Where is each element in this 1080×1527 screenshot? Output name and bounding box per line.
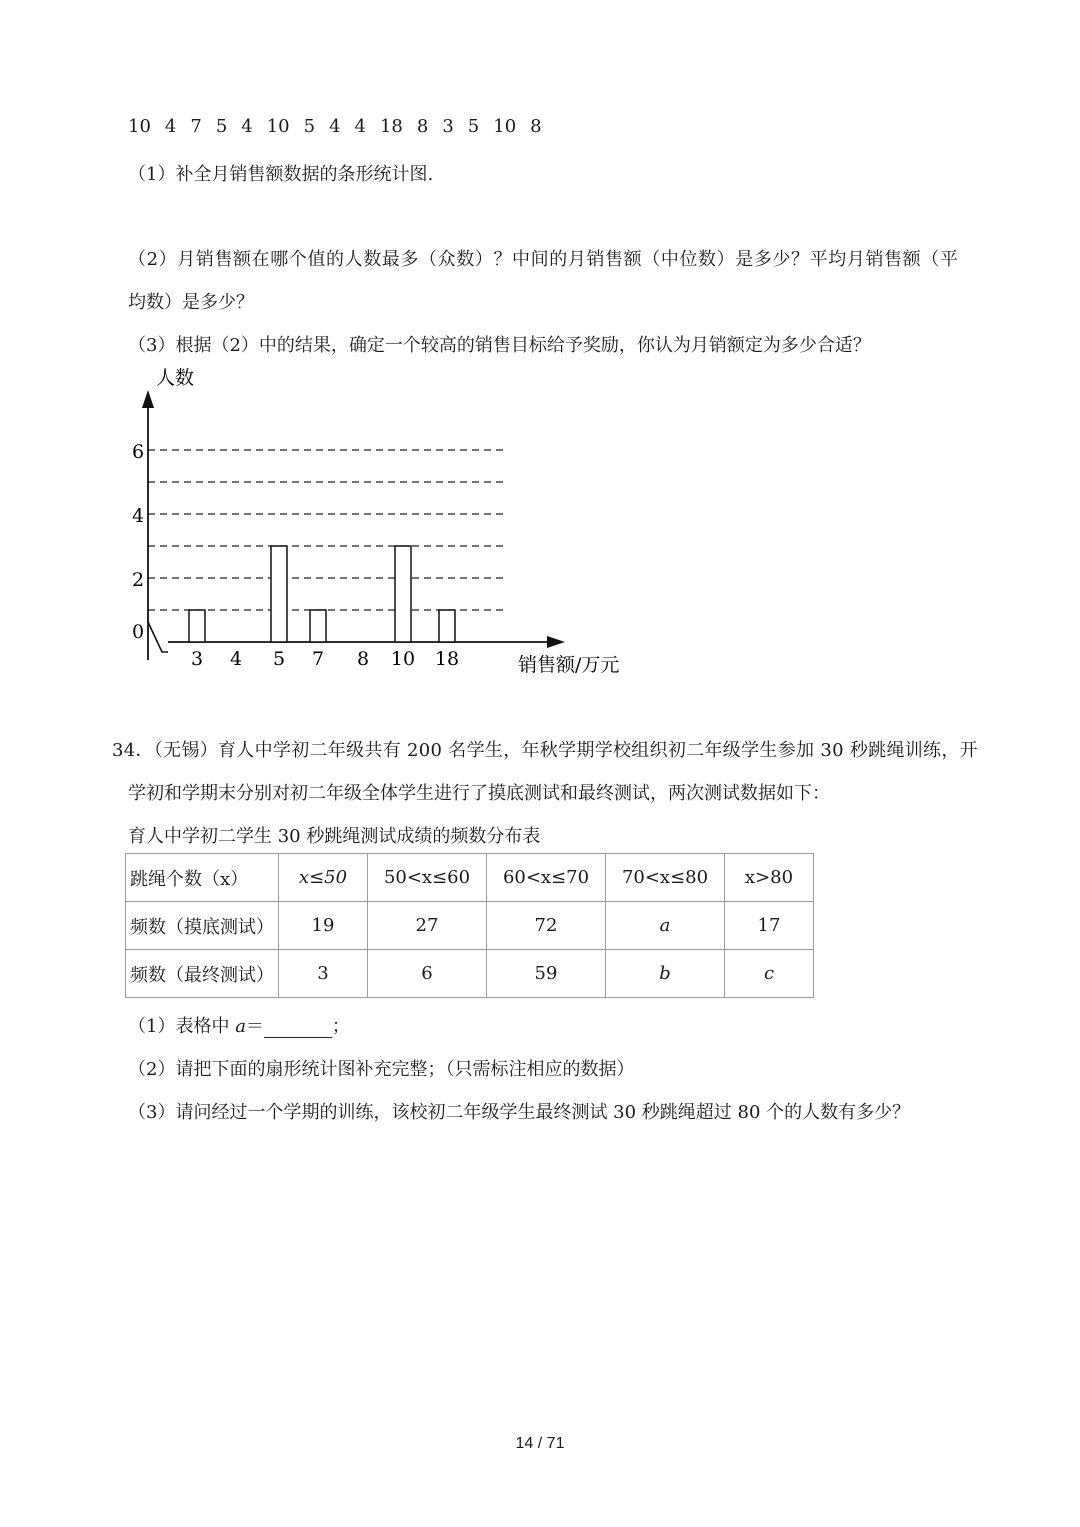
- chart-grid: [148, 450, 505, 610]
- data-value: 10: [266, 116, 290, 137]
- bar: [189, 610, 205, 642]
- y-tick-label: 2: [132, 569, 145, 591]
- data-value: 4: [164, 116, 177, 137]
- table-row: [126, 902, 814, 950]
- y-tick-label: 0: [132, 621, 145, 643]
- q34-table-title: 育人中学初二学生 30 秒跳绳测试成绩的频数分布表: [128, 826, 541, 847]
- x-tick-label: 7: [311, 648, 325, 670]
- x-tick-label: 3: [190, 648, 204, 670]
- table-cell: 27: [368, 902, 487, 950]
- sales-data-row: [128, 116, 556, 137]
- table-header-row: [126, 854, 814, 902]
- data-value: 4: [241, 116, 253, 137]
- bar: [310, 610, 326, 642]
- q34-part2: （2）请把下面的扇形统计图补充完整；（只需标注相应的数据）: [128, 1059, 635, 1080]
- q34-part3: （3）请问经过一个学期的训练，该校初二年级学生最终测试 30 秒跳绳超过 80 个的人数有多少？: [128, 1102, 911, 1123]
- table-cell: 6: [368, 950, 487, 998]
- x-tick-label: 4: [229, 648, 243, 670]
- chart-x-label: 销售额/万元: [518, 654, 620, 676]
- q34-part1: （1）表格中 a＝ ；: [128, 1016, 350, 1037]
- q33-part1: （1）补全月销售额数据的条形统计图.: [128, 164, 434, 185]
- x-axis-arrow: [547, 636, 565, 648]
- q34-intro-line1: 34．（无锡）育人中学初二年级共有 200 名学生，年秋学期学校组织初二年级学生参加 30 秒跳绳训练，开: [112, 740, 978, 761]
- y-tick-label: 6: [132, 441, 145, 463]
- data-value: 18: [379, 116, 403, 137]
- axis-break: [148, 622, 168, 652]
- frequency-table: [125, 853, 814, 998]
- data-value: 5: [215, 116, 228, 137]
- answer-blank[interactable]: [264, 1019, 332, 1038]
- q34-intro-line2: 学初和学期末分别对初二年级全体学生进行了摸底测试和最终测试，两次测试数据如下：: [128, 783, 830, 804]
- data-value: 5: [303, 116, 316, 137]
- sales-bar-chart: [110, 360, 650, 690]
- table-cell: 17: [725, 902, 814, 950]
- table-cell: 频数（摸底测试）: [126, 902, 279, 950]
- table-row: [126, 950, 814, 998]
- data-value: 3: [442, 116, 454, 137]
- q33-part2-line1: （2）月销售额在哪个值的人数最多（众数）？中间的月销售额（中位数）是多少？平均月销售额（平: [128, 249, 959, 270]
- table-cell: 跳绳个数（x）: [126, 854, 279, 902]
- table-cell: 3: [279, 950, 368, 998]
- data-value: 4: [354, 116, 366, 137]
- table-cell: 72: [487, 902, 606, 950]
- y-tick-label: 4: [132, 505, 145, 527]
- table-cell: x>80: [725, 854, 814, 902]
- table-cell: 50<x≤60: [368, 854, 487, 902]
- x-tick-label: 8: [356, 648, 370, 670]
- page-number: 14 / 71: [515, 1435, 565, 1452]
- x-tick-label: 5: [272, 648, 286, 670]
- data-value: 10: [493, 116, 517, 137]
- bar: [439, 610, 455, 642]
- chart-y-label: 人数: [156, 367, 195, 389]
- table-cell: 60<x≤70: [487, 854, 606, 902]
- q33-part2-line2: 均数）是多少？: [128, 292, 254, 313]
- data-value: 8: [416, 116, 429, 137]
- chart-bars: [189, 546, 455, 642]
- table-cell: 70<x≤80: [606, 854, 725, 902]
- q33-part3: （3）根据（2）中的结果，确定一个较高的销售目标给予奖励，你认为月销额定为多少合适？: [128, 335, 871, 356]
- data-value: 7: [190, 116, 202, 137]
- data-value: 10: [128, 116, 151, 137]
- x-tick-label: 10: [390, 648, 416, 670]
- x-tick-label: 18: [434, 648, 460, 670]
- bar: [271, 546, 287, 642]
- table-cell: x≤50: [279, 854, 368, 902]
- table-cell: a: [606, 902, 725, 950]
- table-cell: b: [606, 950, 725, 998]
- table-cell: 19: [279, 902, 368, 950]
- bar: [395, 546, 411, 642]
- y-axis-arrow: [142, 390, 154, 408]
- data-value: 4: [329, 116, 341, 137]
- table-cell: 频数（最终测试）: [126, 950, 279, 998]
- table-cell: 59: [487, 950, 606, 998]
- data-value: 5: [467, 116, 480, 137]
- data-value: 8: [530, 116, 542, 137]
- table-cell: c: [725, 950, 814, 998]
